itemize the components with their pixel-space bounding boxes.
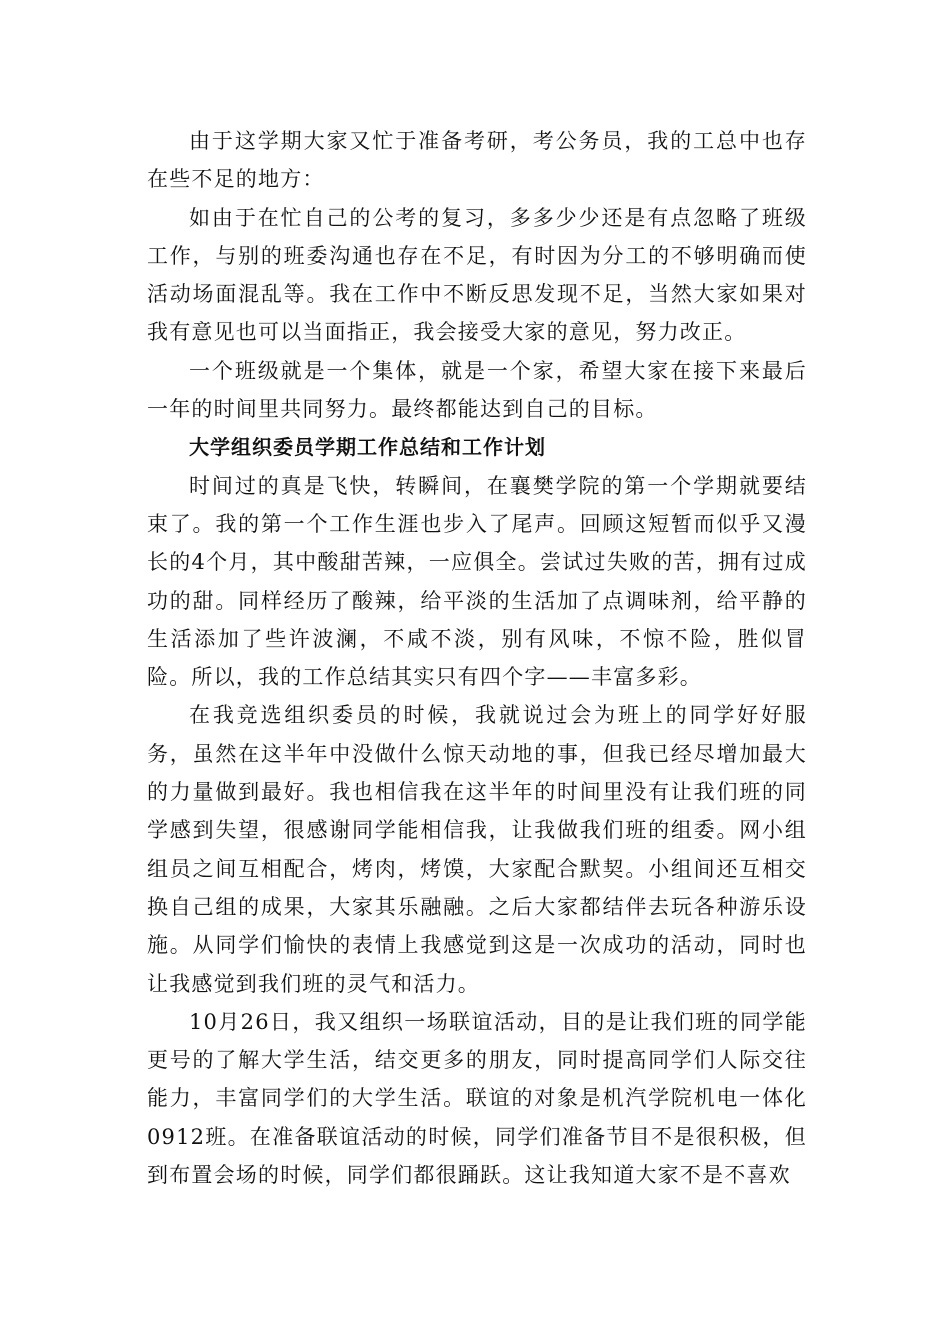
paragraph-shortcomings: 如由于在忙自己的公考的复习，多多少少还是有点忽略了班级工作，与别的班委沟通也存在不足，有时因为分工的不够明确而使活动场面混乱等。我在工作中不断反思发现不足，当然大家如果对我有意见也可以当面指正，我会接受大家的意见，努力改正。 xyxy=(147,205,807,345)
section-heading: 大学组织委员学期工作总结和工作计划 xyxy=(189,435,546,460)
paragraph-time-flies: 时间过的真是飞快，转瞬间，在襄樊学院的第一个学期就要结束了。我的第一个工作生涯也步入了尾声。回顾这短暂而似乎又漫长的4个月，其中酸甜苦辣，一应俱全。尝试过失败的苦，拥有过成功的甜。同样经历了酸辣，给平淡的生活加了点调味剂，给平静的生活添加了些许波澜，不咸不淡，别有风味，不惊不险，胜似冒险。所以，我的工作总结其实只有四个字——丰富多彩。 xyxy=(147,473,807,690)
paragraph-social-event: 10月26日，我又组织一场联谊活动，目的是让我们班的同学能更号的了解大学生活，结交更多的朋友，同时提高同学们人际交往能力，丰富同学们的大学生活。联谊的对象是机汽学院机电一体化0912班。在准备联谊活动的时候，同学们准备节目不是很积极，但到布置会场的时候，同学们都很踊跃。这让我知道大家不是不喜欢 xyxy=(147,1009,807,1188)
document-body xyxy=(147,122,807,1194)
paragraph-intro: 由于这学期大家又忙于准备考研，考公务员，我的工总中也存在些不足的地方： xyxy=(147,129,807,192)
paragraph-closing: 一个班级就是一个集体，就是一个家，希望大家在接下来最后一年的时间里共同努力。最终都能达到自己的目标。 xyxy=(147,358,807,422)
paragraph-election: 在我竞选组织委员的时候，我就说过会为班上的同学好好服务，虽然在这半年中没做什么惊天动地的事，但我已经尽增加最大的力量做到最好。我也相信我在这半年的时间里没有让我们班的同学感到失望，很感谢同学能相信我，让我做我们班的组委。网小组组员之间互相配合，烤肉，烤馍，大家配合默契。小组间还互相交换自己组的成果，大家其乐融融。之后大家都结伴去玩各种游乐设施。从同学们愉快的表情上我感觉到这是一次成功的活动，同时也让我感觉到我们班的灵气和活力。 xyxy=(147,703,807,996)
